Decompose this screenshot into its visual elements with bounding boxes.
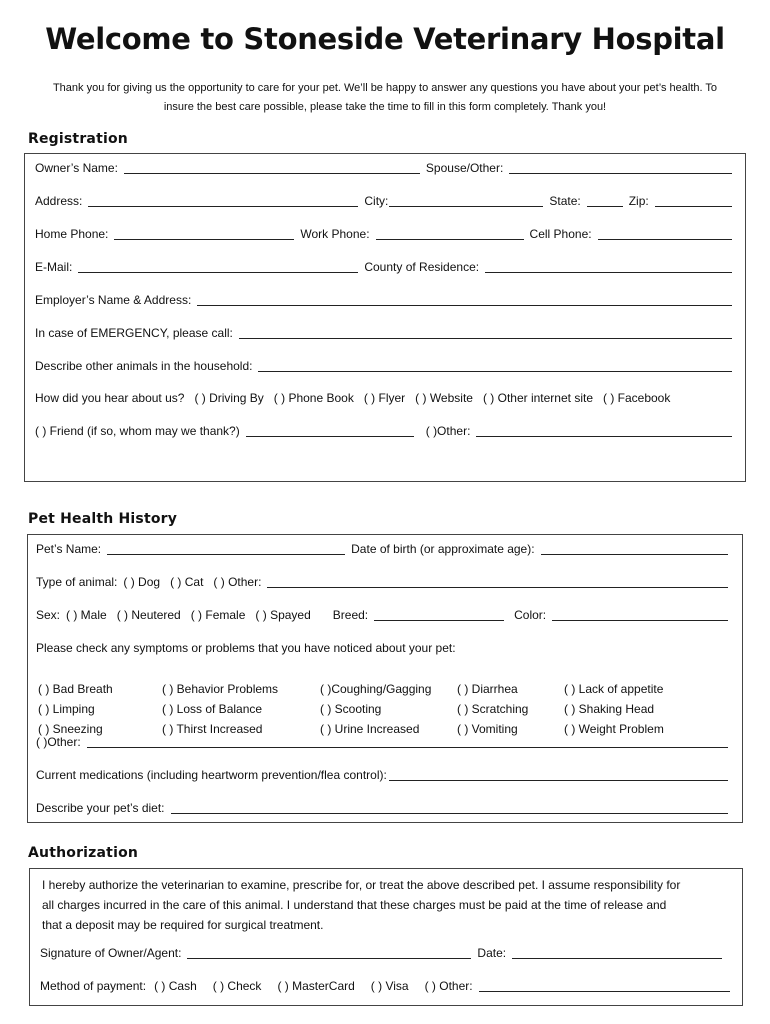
payment-visa[interactable]: ( ) Visa — [370, 979, 409, 993]
hear-about-label: How did you hear about us? — [35, 391, 185, 405]
medications-row — [36, 767, 728, 783]
city-label: City: — [364, 194, 389, 208]
pet-name-label: Pet’s Name: — [36, 542, 102, 556]
symptom-limping[interactable]: ( ) Limping — [38, 702, 95, 716]
authorization-line-1: I hereby authorize the veterinarian to examine, prescribe for, or treat the above described pet. I assume responsibility for — [42, 878, 681, 892]
breed-label: Breed: — [332, 608, 369, 622]
color-label: Color: — [514, 608, 547, 622]
sex-row — [36, 607, 728, 623]
emergency-label: In case of EMERGENCY, please call: — [35, 326, 233, 340]
home-phone-label: Home Phone: — [35, 227, 109, 241]
registration-box — [24, 153, 746, 482]
symptom-diarrhea[interactable]: ( ) Diarrhea — [457, 682, 518, 696]
payment-check[interactable]: ( ) Check — [212, 979, 262, 993]
diet-row — [36, 800, 728, 816]
symptoms-prompt: Please check any symptoms or problems that you have noticed about your pet: — [36, 641, 456, 655]
spouse-other-label: Spouse/Other: — [425, 161, 504, 175]
employer-field[interactable] — [197, 293, 732, 306]
payment-other-field[interactable] — [479, 979, 730, 992]
symptom-column-5 — [564, 679, 664, 739]
county-field[interactable] — [485, 260, 732, 273]
city-field[interactable] — [389, 194, 543, 207]
other-animals-label: Describe other animals in the household: — [35, 359, 253, 373]
breed-field[interactable] — [374, 608, 504, 621]
owner-row — [35, 160, 732, 176]
option-other-source[interactable]: ( )Other: — [425, 424, 471, 438]
intro-line-2: insure the best care possible, please take the time to fill in this form completely. Thank you! — [163, 101, 607, 113]
date-label: Date: — [477, 946, 507, 960]
animal-type-row — [36, 574, 728, 590]
symptom-column-1 — [38, 679, 113, 739]
owner-name-label: Owner’s Name: — [35, 161, 118, 175]
address-label: Address: — [35, 194, 83, 208]
phone-row — [35, 226, 732, 242]
address-field[interactable] — [88, 194, 358, 207]
friend-field[interactable] — [246, 424, 414, 437]
medications-label: Current medications (including heartworm prevention/flea control): — [36, 768, 387, 782]
symptom-other[interactable]: ( )Other: — [36, 735, 81, 749]
owner-name-field[interactable] — [124, 161, 420, 174]
authorization-heading: Authorization — [28, 845, 139, 861]
color-field[interactable] — [552, 608, 728, 621]
state-field[interactable] — [587, 194, 623, 207]
health-heading: Pet Health History — [28, 511, 178, 527]
spouse-other-field[interactable] — [509, 161, 732, 174]
symptom-bad-breath[interactable]: ( ) Bad Breath — [38, 682, 113, 696]
sex-neutered[interactable]: ( ) Neutered — [116, 608, 181, 622]
sex-label: Sex: — [36, 608, 61, 622]
employer-label: Employer’s Name & Address: — [35, 293, 192, 307]
zip-field[interactable] — [655, 194, 732, 207]
payment-other[interactable]: ( ) Other: — [424, 979, 473, 993]
health-box — [27, 534, 743, 823]
home-phone-field[interactable] — [114, 227, 294, 240]
symptom-shaking-head[interactable]: ( ) Shaking Head — [564, 702, 655, 716]
option-other-internet[interactable]: ( ) Other internet site — [482, 391, 593, 405]
symptom-other-field[interactable] — [87, 735, 728, 748]
option-flyer[interactable]: ( ) Flyer — [363, 391, 406, 405]
cell-phone-field[interactable] — [598, 227, 732, 240]
email-label: E-Mail: — [35, 260, 73, 274]
signature-row — [40, 945, 722, 961]
symptom-column-2 — [162, 679, 278, 739]
symptom-behavior-problems[interactable]: ( ) Behavior Problems — [162, 682, 279, 696]
cell-phone-label: Cell Phone: — [529, 227, 592, 241]
symptom-sneezing[interactable]: ( ) Sneezing — [38, 722, 103, 736]
symptom-coughing-gagging[interactable]: ( )Coughing/Gagging — [320, 682, 432, 696]
pet-name-field[interactable] — [107, 542, 345, 555]
symptom-weight-problem[interactable]: ( ) Weight Problem — [564, 722, 664, 736]
diet-field[interactable] — [171, 801, 728, 814]
option-friend[interactable]: ( ) Friend (if so, whom may we thank?) — [35, 424, 240, 438]
hear-about-row — [35, 390, 732, 406]
email-row — [35, 259, 732, 275]
county-label: County of Residence: — [364, 260, 480, 274]
friend-row — [35, 423, 732, 439]
date-field[interactable] — [512, 946, 722, 959]
other-source-field[interactable] — [476, 424, 732, 437]
option-driving-by[interactable]: ( ) Driving By — [194, 391, 264, 405]
emergency-row — [35, 325, 732, 341]
authorization-line-2: all charges incurred in the care of this animal. I understand that these charges must be paid at the time of release and — [42, 898, 667, 912]
symptoms-prompt-row — [36, 640, 728, 656]
symptom-vomiting[interactable]: ( ) Vomiting — [457, 722, 518, 736]
dob-label: Date of birth (or approximate age): — [351, 542, 535, 556]
payment-label: Method of payment: — [40, 979, 147, 993]
authorization-line-3: that a deposit may be required for surgical treatment. — [42, 918, 324, 932]
page-title: Welcome to Stoneside Veterinary Hospital — [45, 22, 725, 56]
option-facebook[interactable]: ( ) Facebook — [603, 391, 671, 405]
sex-spayed[interactable]: ( ) Spayed — [255, 608, 311, 622]
payment-cash[interactable]: ( ) Cash — [154, 979, 197, 993]
other-animals-field[interactable] — [258, 359, 732, 372]
intro-text — [24, 79, 746, 117]
animal-type-label: Type of animal: — [36, 575, 118, 589]
emergency-field[interactable] — [239, 326, 732, 339]
employer-row — [35, 292, 732, 308]
type-other[interactable]: ( ) Other: — [213, 575, 262, 589]
other-animals-row — [35, 358, 732, 374]
email-field[interactable] — [78, 260, 358, 273]
sex-male[interactable]: ( ) Male — [66, 608, 107, 622]
type-dog[interactable]: ( ) Dog — [123, 575, 161, 589]
type-cat[interactable]: ( ) Cat — [170, 575, 204, 589]
zip-label: Zip: — [628, 194, 649, 208]
authorization-text — [42, 875, 732, 935]
symptom-column-4 — [457, 679, 528, 739]
symptom-loss-of-balance[interactable]: ( ) Loss of Balance — [162, 702, 263, 716]
option-phone-book[interactable]: ( ) Phone Book — [273, 391, 354, 405]
symptom-scooting[interactable]: ( ) Scooting — [320, 702, 382, 716]
symptom-column-3 — [320, 679, 431, 739]
payment-mastercard[interactable]: ( ) MasterCard — [277, 979, 355, 993]
work-phone-label: Work Phone: — [300, 227, 370, 241]
symptom-thirst-increased[interactable]: ( ) Thirst Increased — [162, 722, 263, 736]
type-other-field[interactable] — [267, 575, 728, 588]
dob-field[interactable] — [541, 542, 728, 555]
signature-field[interactable] — [187, 946, 471, 959]
pet-name-row — [36, 541, 728, 557]
authorization-box — [29, 868, 743, 1006]
option-website[interactable]: ( ) Website — [415, 391, 473, 405]
signature-label: Signature of Owner/Agent: — [40, 946, 182, 960]
work-phone-field[interactable] — [376, 227, 524, 240]
sex-female[interactable]: ( ) Female — [190, 608, 246, 622]
symptom-urine-increased[interactable]: ( ) Urine Increased — [320, 722, 420, 736]
diet-label: Describe your pet’s diet: — [36, 801, 165, 815]
symptom-other-row — [36, 734, 728, 750]
address-row — [35, 193, 732, 209]
intro-line-1: Thank you for giving us the opportunity to care for your pet. We’ll be happy to answer any questions you have about your pet’s health. To — [52, 82, 718, 94]
payment-row — [40, 978, 730, 994]
medications-field[interactable] — [389, 768, 728, 781]
registration-heading: Registration — [28, 131, 128, 147]
symptom-lack-of-appetite[interactable]: ( ) Lack of appetite — [564, 682, 664, 696]
symptom-scratching[interactable]: ( ) Scratching — [457, 702, 529, 716]
state-label: State: — [549, 194, 581, 208]
